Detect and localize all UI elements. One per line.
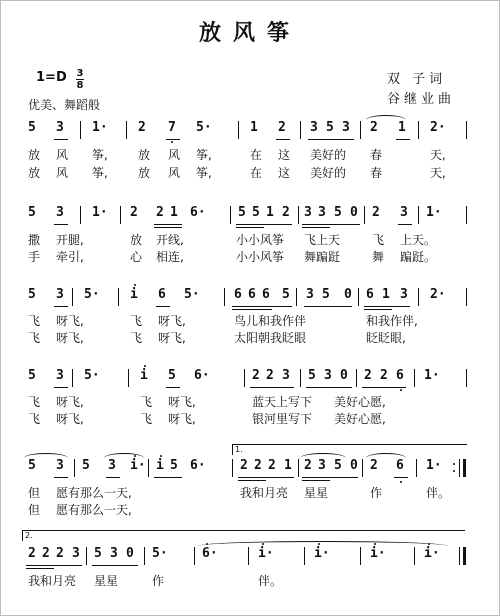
lyric: 愿有那么一天, [56, 503, 132, 517]
lyric: 筝, [92, 148, 108, 162]
note: 2 [252, 368, 260, 383]
note: i· [370, 546, 386, 561]
note: 5· [196, 120, 212, 135]
key-signature: 1=D [36, 70, 67, 85]
lyric: 美好心愿, [334, 395, 386, 409]
note: 2 [282, 205, 290, 220]
barline [300, 369, 301, 387]
lyricist-credit: 双 子词 [387, 72, 447, 87]
underline [154, 224, 182, 225]
barline [466, 288, 467, 306]
lyric: 相连, [156, 250, 184, 264]
note: 5 [252, 205, 260, 220]
underline [154, 477, 182, 478]
note: 2 [364, 368, 372, 383]
note: 6 [396, 458, 404, 473]
lyric: 蹁跹。 [400, 250, 437, 264]
lyric: 牵引, [56, 250, 84, 264]
lyric: 呀飞, [168, 395, 196, 409]
octave-dot [134, 284, 136, 286]
lyric: 风 [168, 148, 181, 162]
note: 1· [426, 205, 442, 220]
barline [296, 288, 297, 306]
underline [276, 139, 290, 140]
barline [80, 206, 81, 224]
slur [104, 453, 144, 458]
note: 5 [334, 458, 342, 473]
repeat-dot [453, 463, 455, 465]
underline [238, 480, 266, 481]
lyric: 呀飞, [56, 412, 84, 426]
lyric: 飞 [140, 395, 153, 409]
lyric: 心 [130, 250, 143, 264]
lyric: 手 [28, 250, 41, 264]
barline [459, 459, 460, 477]
underline [54, 387, 68, 388]
lyric: 我和月亮 [28, 574, 77, 588]
note: 1 [170, 205, 178, 220]
barline [248, 547, 249, 565]
lyric: 放 [138, 148, 151, 162]
note: 1 [382, 287, 390, 302]
final-barline [463, 547, 466, 565]
lyric: 飞 [28, 412, 41, 426]
tempo-marking: 优美、舞蹈般 [28, 98, 101, 112]
lyric: 上天。 [400, 233, 437, 247]
octave-dot [318, 543, 320, 545]
note: 3 [400, 287, 408, 302]
lyric: 眨眨眼, [366, 331, 406, 345]
lyric: 小小风筝 [236, 250, 285, 264]
note: 2 [304, 458, 312, 473]
barline [244, 369, 245, 387]
note: 2 [156, 205, 164, 220]
lyric: 作 [152, 574, 165, 588]
note: 3 [56, 458, 64, 473]
underline [106, 477, 120, 478]
lyric: 飞 [372, 233, 385, 247]
underline [54, 139, 68, 140]
lyric: 撒 [28, 233, 41, 247]
note: 1 [266, 205, 274, 220]
underline [54, 477, 68, 478]
underline [166, 139, 180, 140]
note: 3 [342, 120, 350, 135]
underline [396, 139, 410, 140]
note: 1 [284, 458, 292, 473]
underline [154, 227, 182, 228]
octave-dot [206, 543, 208, 545]
lyric: 鸟儿和我作伴 [234, 314, 307, 328]
octave-dot [374, 543, 376, 545]
barline [118, 288, 119, 306]
note: 2 [380, 368, 388, 383]
note: 3 [282, 368, 290, 383]
note: 6 [262, 287, 270, 302]
note: 3 [306, 287, 314, 302]
note: 5 [308, 368, 316, 383]
lyric: 太阳朝我眨眼 [234, 331, 307, 345]
barline [194, 547, 195, 565]
note: 5 [28, 205, 36, 220]
barline [232, 459, 233, 477]
underline [156, 306, 170, 307]
note: i· [130, 458, 146, 473]
barline [466, 206, 467, 224]
note: 5 [28, 368, 36, 383]
lyric: 愿有那么一天, [56, 486, 132, 500]
note: 3 [324, 368, 332, 383]
underline [54, 306, 68, 307]
note: 2 [370, 458, 378, 473]
slur [366, 453, 406, 458]
note: 5 [238, 205, 246, 220]
underline [26, 565, 82, 566]
note: 1· [426, 458, 442, 473]
underline [92, 565, 138, 566]
note: 5 [170, 458, 178, 473]
note: 3 [110, 546, 118, 561]
lyric: 天, [430, 148, 446, 162]
note: i [140, 368, 148, 383]
barline [360, 547, 361, 565]
note: 6· [190, 205, 206, 220]
note: i· [258, 546, 274, 561]
tie [198, 541, 448, 546]
note: 5 [28, 120, 36, 135]
note: 2· [430, 287, 446, 302]
underline [362, 387, 406, 388]
slur [24, 453, 68, 458]
note: i [156, 458, 164, 473]
note: 5 [82, 458, 90, 473]
lyric: 星星 [304, 486, 329, 500]
note: 5· [84, 368, 100, 383]
note: 2 [370, 120, 378, 135]
note: i· [424, 546, 440, 561]
underline [306, 387, 352, 388]
barline [304, 547, 305, 565]
barline [298, 206, 299, 224]
note: 3 [304, 205, 312, 220]
lyric: 作 [370, 486, 383, 500]
lyric: 呀飞, [158, 331, 186, 345]
octave-dot [171, 141, 173, 143]
barline [418, 288, 419, 306]
lyric: 在 [250, 148, 263, 162]
underline [398, 224, 412, 225]
underline [166, 387, 180, 388]
note: 3 [318, 458, 326, 473]
note: 6· [194, 368, 210, 383]
underline [54, 224, 68, 225]
barline [466, 121, 467, 139]
lyric: 舞蹁跹 [304, 250, 341, 264]
note: 2 [240, 458, 248, 473]
barline [128, 369, 129, 387]
lyric: 美好的 [310, 166, 347, 180]
note: 2 [268, 458, 276, 473]
note: 6 [366, 287, 374, 302]
barline [466, 369, 467, 387]
note: 2· [430, 120, 446, 135]
note: 3 [56, 368, 64, 383]
note: 3 [310, 120, 318, 135]
barline [126, 121, 127, 139]
note: 6· [190, 458, 206, 473]
note: 2 [138, 120, 146, 135]
barline [144, 547, 145, 565]
note: 5· [84, 287, 100, 302]
note: 3 [400, 205, 408, 220]
barline [362, 459, 363, 477]
time-signature [76, 68, 84, 91]
barline [120, 206, 121, 224]
underline [232, 309, 272, 310]
note: 5 [28, 458, 36, 473]
note: 3 [108, 458, 116, 473]
barline [300, 121, 301, 139]
underline [26, 568, 54, 569]
barline [414, 369, 415, 387]
lyric: 美好的 [310, 148, 347, 162]
note: 2 [130, 205, 138, 220]
barline [298, 459, 299, 477]
note: 0 [340, 368, 348, 383]
barline [416, 459, 417, 477]
lyric: 在 [250, 166, 263, 180]
note: 5· [184, 287, 200, 302]
note: 3 [56, 287, 64, 302]
barline [414, 547, 415, 565]
slur [300, 453, 346, 458]
note: 0 [350, 458, 358, 473]
lyric: 风 [168, 166, 181, 180]
lyric: 呀飞, [56, 314, 84, 328]
underline [302, 480, 330, 481]
note: 6· [202, 546, 218, 561]
lyric: 筝, [92, 166, 108, 180]
underline [364, 309, 392, 310]
underline [394, 477, 408, 478]
underline [304, 306, 352, 307]
lyric: 飞 [130, 331, 143, 345]
barline [364, 206, 365, 224]
lyric: 风 [56, 148, 69, 162]
note: 6 [396, 368, 404, 383]
lyric: 放 [28, 148, 41, 162]
note: 2 [254, 458, 262, 473]
lyric: 这 [278, 148, 291, 162]
volta-2: 2. [22, 530, 465, 541]
note: 1 [250, 120, 258, 135]
octave-dot [400, 389, 402, 391]
note: 5 [94, 546, 102, 561]
note: 3 [318, 205, 326, 220]
lyric: 小小风筝 [236, 233, 285, 247]
repeat-dot [453, 470, 455, 472]
note: 1· [92, 120, 108, 135]
lyric: 我和月亮 [240, 486, 289, 500]
lyric: 舞 [372, 250, 385, 264]
lyric: 飞 [140, 412, 153, 426]
lyric: 呀飞, [168, 412, 196, 426]
note: 7 [168, 120, 176, 135]
lyric: 筝, [196, 166, 212, 180]
note: 6 [248, 287, 256, 302]
octave-dot [428, 543, 430, 545]
lyric: 飞上天 [304, 233, 341, 247]
barline [86, 547, 87, 565]
slur [366, 115, 406, 120]
lyric: 星星 [94, 574, 119, 588]
lyric: 和我作伴, [366, 314, 418, 328]
note: 3 [56, 120, 64, 135]
note: 5 [326, 120, 334, 135]
lyric: 蓝天上写下 [252, 395, 313, 409]
underline [302, 224, 360, 225]
note: 2 [42, 546, 50, 561]
underline [302, 477, 358, 478]
song-title: 放风筝 [198, 20, 301, 46]
lyric: 放 [138, 166, 151, 180]
note: 5· [152, 546, 168, 561]
meter-bottom: 8 [76, 80, 84, 91]
note: i [130, 287, 138, 302]
lyric: 呀飞, [158, 314, 186, 328]
note: 1· [92, 205, 108, 220]
underline [238, 477, 294, 478]
note: 1· [424, 368, 440, 383]
repeat-end-barline [463, 459, 466, 477]
note: 3 [72, 546, 80, 561]
note: 0 [344, 287, 352, 302]
lyric: 但 [28, 486, 41, 500]
lyric: 这 [278, 166, 291, 180]
underline [308, 139, 354, 140]
note: 2 [372, 205, 380, 220]
note: 6 [158, 287, 166, 302]
composer-credit: 谷继业曲 [387, 92, 456, 107]
barline [224, 288, 225, 306]
lyric: 呀飞, [56, 395, 84, 409]
barline [418, 206, 419, 224]
barline [72, 369, 73, 387]
barline [230, 206, 231, 224]
note: 2 [28, 546, 36, 561]
barline [72, 288, 73, 306]
note: 5 [28, 287, 36, 302]
lyric: 春 [370, 166, 383, 180]
barline [459, 547, 460, 565]
lyric: 放 [28, 166, 41, 180]
lyric: 但 [28, 503, 41, 517]
lyric: 飞 [28, 314, 41, 328]
octave-dot [144, 365, 146, 367]
note: 0 [350, 205, 358, 220]
note: 5 [168, 368, 176, 383]
lyric: 放 [130, 233, 143, 247]
lyric: 开线, [156, 233, 184, 247]
lyric: 春 [370, 148, 383, 162]
lyric: 开腿, [56, 233, 84, 247]
octave-dot [134, 455, 136, 457]
barline [74, 459, 75, 477]
octave-dot [160, 455, 162, 457]
note: 2 [56, 546, 64, 561]
barline [238, 121, 239, 139]
lyric: 飞 [28, 395, 41, 409]
lyric: 伴。 [426, 486, 451, 500]
barline [148, 459, 149, 477]
note: i· [314, 546, 330, 561]
note: 6 [234, 287, 242, 302]
lyric: 飞 [28, 331, 41, 345]
underline [364, 306, 410, 307]
underline [232, 306, 292, 307]
note: 1 [398, 120, 406, 135]
barline [360, 121, 361, 139]
note: 5 [322, 287, 330, 302]
underline [302, 227, 330, 228]
barline [418, 121, 419, 139]
volta-1: 1. [232, 444, 467, 455]
note: 3 [56, 205, 64, 220]
note: 2 [266, 368, 274, 383]
lyric: 天, [430, 166, 446, 180]
note: 5 [334, 205, 342, 220]
octave-dot [400, 481, 402, 483]
lyric: 风 [56, 166, 69, 180]
barline [358, 288, 359, 306]
underline [236, 227, 264, 228]
barline [356, 369, 357, 387]
lyric: 筝, [196, 148, 212, 162]
underline [236, 224, 292, 225]
octave-dot [262, 543, 264, 545]
lyric: 伴。 [258, 574, 283, 588]
lyric: 呀飞, [56, 331, 84, 345]
meter-top: 3 [76, 68, 84, 79]
note: 2 [278, 120, 286, 135]
barline [80, 121, 81, 139]
lyric: 飞 [130, 314, 143, 328]
note: 5 [282, 287, 290, 302]
underline [250, 387, 294, 388]
lyric: 美好心愿, [334, 412, 386, 426]
lyric: 银河里写下 [252, 412, 313, 426]
note: 0 [126, 546, 134, 561]
